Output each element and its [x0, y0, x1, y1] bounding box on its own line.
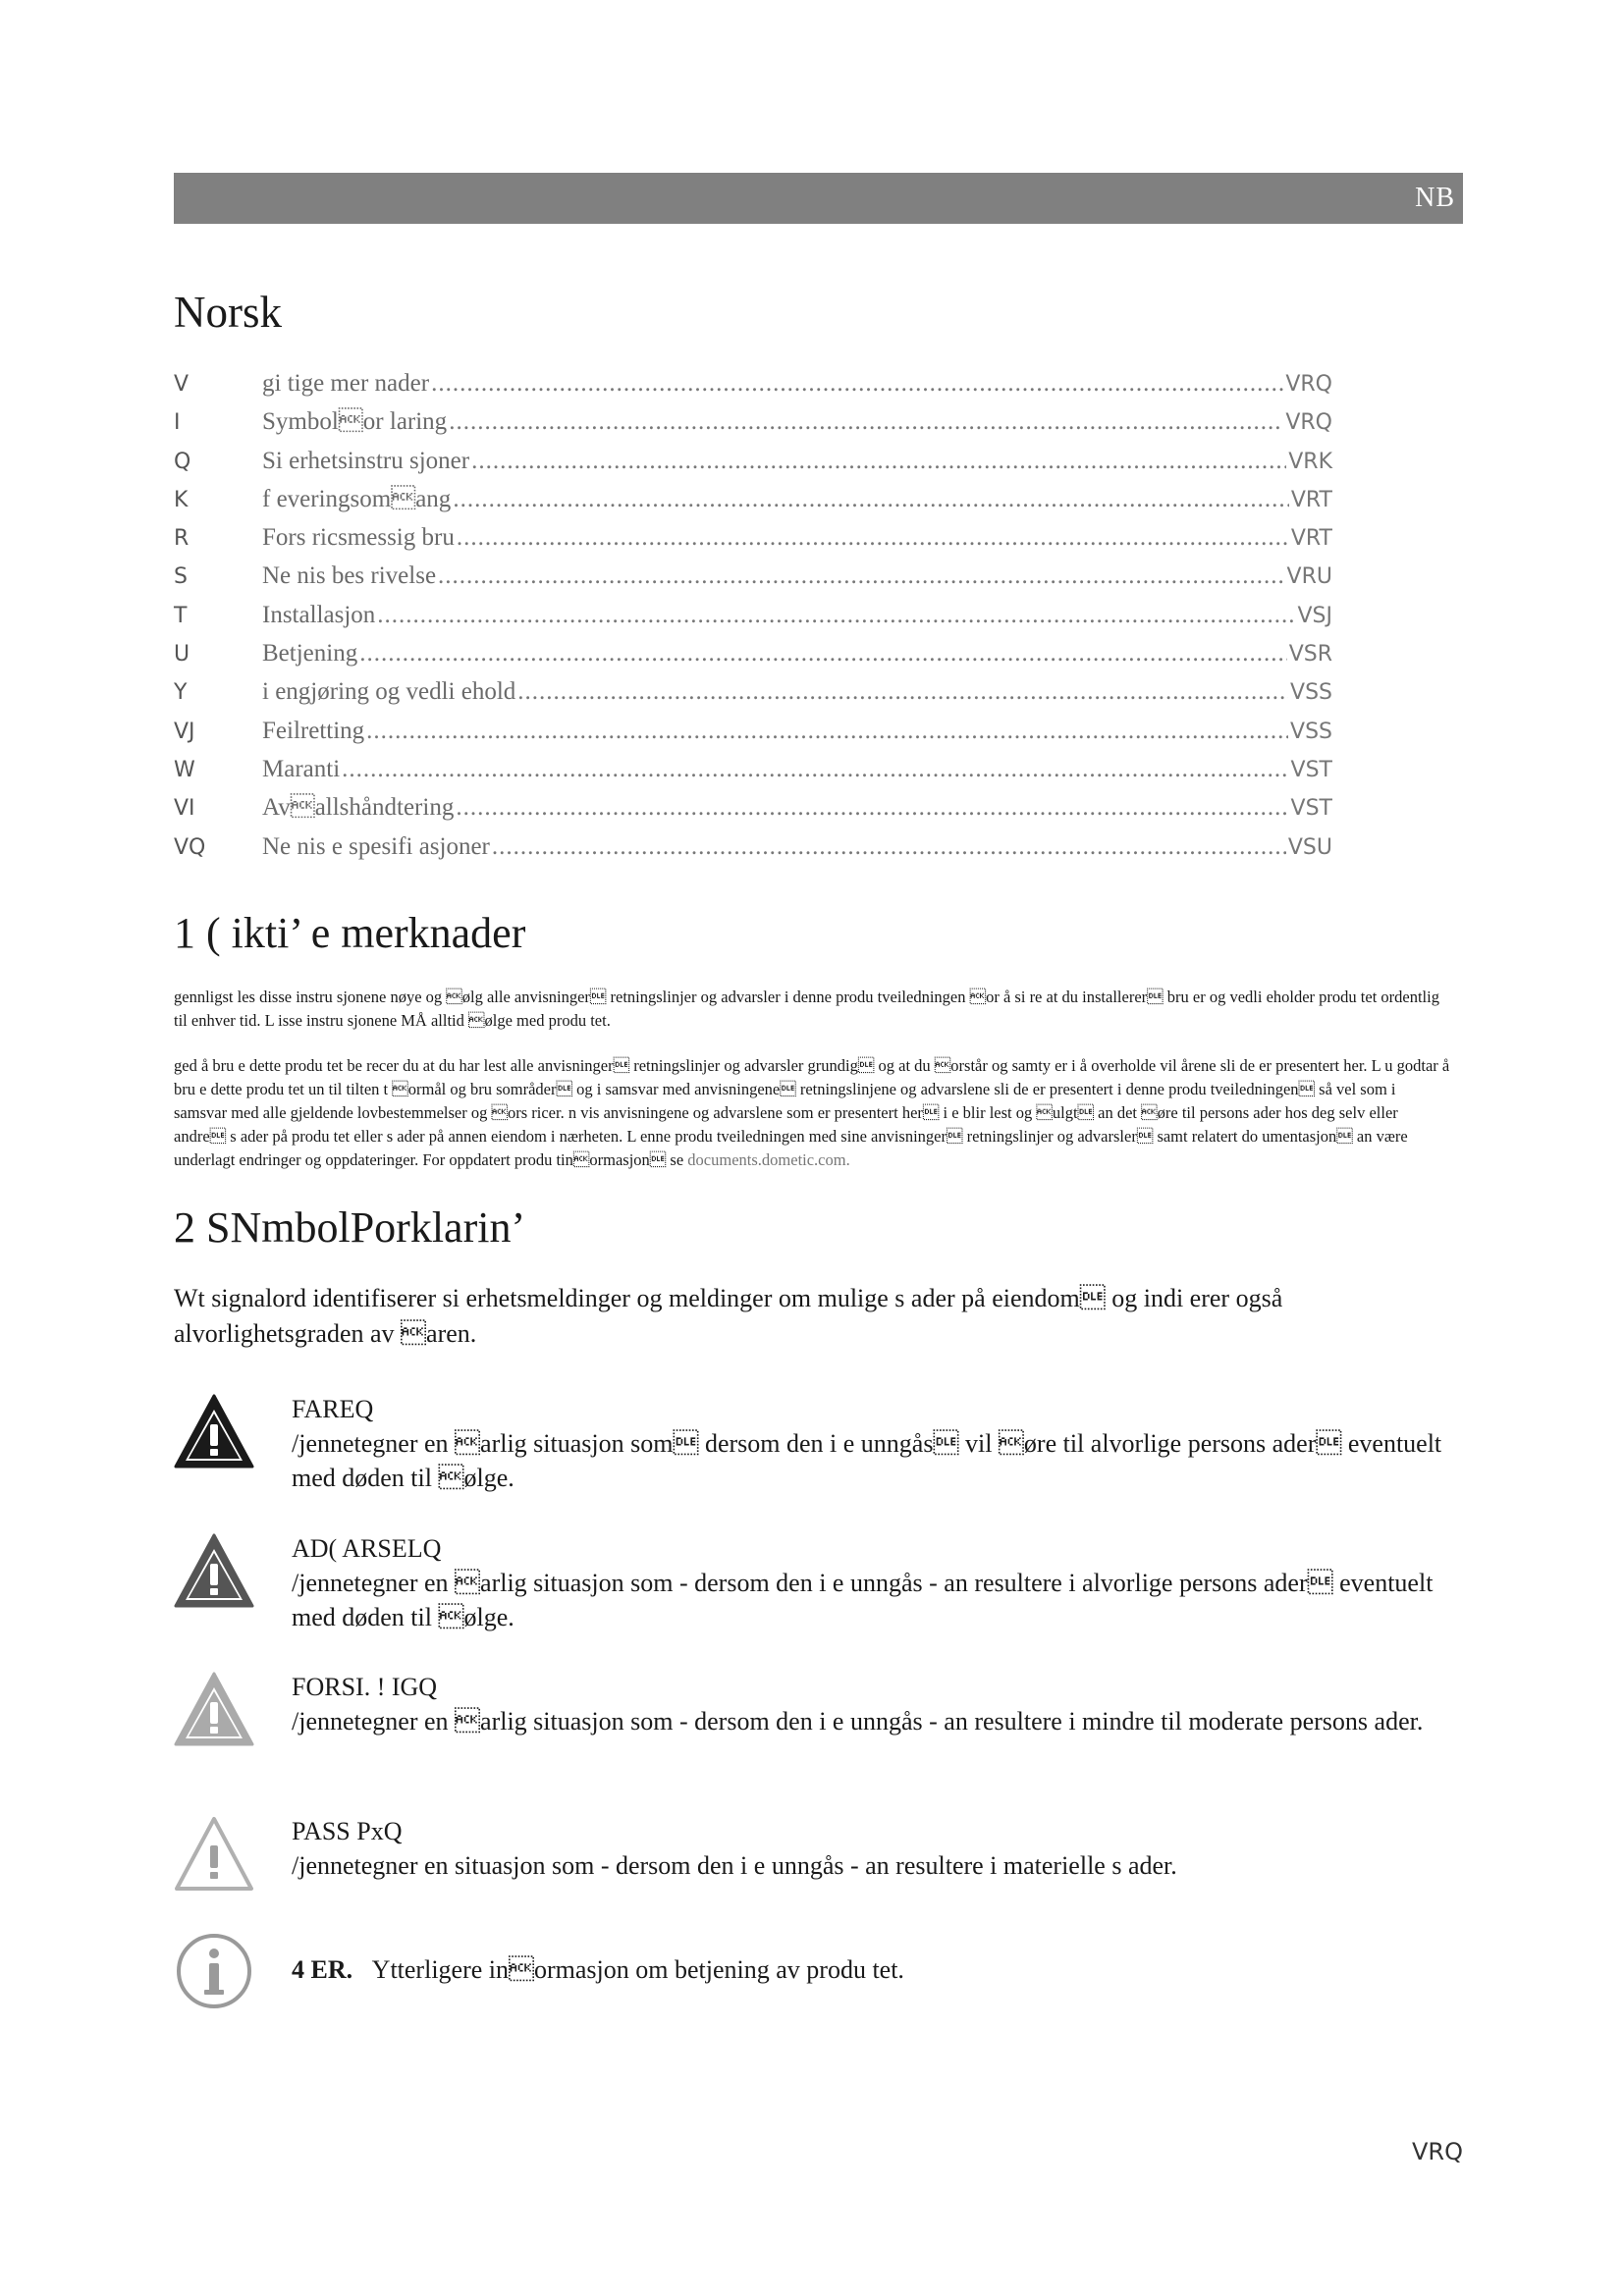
- symbol-description: /jennetegner en arlig situasjon som - dersom den i e unngås - an resultere i mindre til moderate persons ader.: [292, 1707, 1424, 1735]
- symbol-note-text: [292, 1952, 1470, 1987]
- toc-title: Symbolor laring: [262, 408, 448, 436]
- symbol-label: PASS PxQ: [292, 1817, 403, 1845]
- toc-page: VSR: [1288, 642, 1332, 667]
- toc-entry[interactable]: [174, 602, 1332, 640]
- toc-number: U: [174, 642, 190, 667]
- toc-page: VST: [1290, 796, 1332, 822]
- toc-number: Y: [174, 680, 188, 706]
- toc-number: S: [174, 564, 188, 590]
- toc-leader: [517, 678, 1288, 706]
- symbol-danger-text: [292, 1392, 1470, 1495]
- symbol-notice-text: [292, 1814, 1470, 1883]
- toc-leader: [377, 602, 1295, 629]
- symbol-description: /jennetegner en arlig situasjon som - dersom den i e unngås - an resultere i alvorlige persons ader eventuelt med døden til ølge.: [292, 1569, 1434, 1631]
- symbol-label: 4 ER.: [292, 1955, 353, 1984]
- toc-page: VSS: [1290, 680, 1332, 706]
- toc-title: Feilretting: [262, 717, 365, 744]
- toc-page: VRU: [1286, 564, 1332, 590]
- info-icon: [174, 1931, 254, 2011]
- toc-page: VRQ: [1285, 410, 1332, 436]
- toc-page: VRK: [1288, 449, 1332, 474]
- symbol-caution-text: [292, 1670, 1470, 1738]
- section-2-heading: 2 SNmbolPorklarin’: [174, 1203, 526, 1252]
- toc-page: VSJ: [1297, 603, 1332, 628]
- section-1-paragraph-2: [174, 1054, 1450, 1172]
- toc-title: Betjening: [262, 640, 358, 667]
- section-2-intro: Wt signalord identifiserer si erhetsmeldinger og meldinger om mulige s ader på eiendom og indi erer også alvorlighetsgraden av aren.: [174, 1284, 1283, 1348]
- toc-leader: [457, 524, 1289, 552]
- toc-leader: [431, 370, 1283, 398]
- symbol-description: /jennetegner en arlig situasjon som dersom den i e unngås vil øre til alvorlige persons ader eventuelt med døden til ølge.: [292, 1429, 1442, 1492]
- toc-title: Si erhetsinstru sjoner: [262, 447, 470, 474]
- toc-entry[interactable]: [174, 678, 1332, 717]
- section-1-paragraph-2-text: ged å bru e dette produ tet be recer du at du har lest alle anvisninger retningslinjer og advarsler grundig og at du orstår og samty er i å overholde vil årene sli de er presentert her. L u godtar å bru e dette produ tet un til tilten t ormål og bru sområder og i samsvar med anvisningene retningslinjene og advarslene sli de er presentert i denne produ tveiledningen så vel som i samsvar med alle gjeldende lovbestemmelser og ors ricer. n vis anvisningene og advarslene som er presentert her i e blir lest og ulgt an det øre til persons ader hos deg selv eller andre s ader på produ tet eller s ader på annen eiendom i nærheten. L enne produ tveiledningen med sine anvisninger retningslinjer og advarsler samt relatert do umentasjon an være underlagt endringer og oppdateringer. For oppdatert produ tinormasjon se: [174, 1056, 1450, 1169]
- toc-entry[interactable]: [174, 486, 1332, 524]
- toc-number: V: [174, 372, 189, 397]
- toc-leader: [453, 486, 1289, 513]
- toc-leader: [366, 718, 1288, 745]
- toc-title: Maranti: [262, 755, 341, 782]
- toc-number: R: [174, 526, 189, 552]
- table-of-contents: [174, 370, 1332, 872]
- toc-title: Avallshåndtering: [262, 794, 455, 822]
- toc-leader: [342, 756, 1288, 783]
- documents-link[interactable]: documents.dometic.com.: [687, 1150, 850, 1169]
- toc-title: gi tige mer nader: [262, 370, 430, 397]
- language-label: NB: [1415, 183, 1455, 213]
- toc-page: VSS: [1290, 719, 1332, 744]
- toc-entry[interactable]: [174, 756, 1332, 794]
- toc-number: K: [174, 487, 189, 512]
- toc-number: VJ: [174, 719, 195, 744]
- page-number: VRQ: [1412, 2138, 1463, 2165]
- toc-entry[interactable]: [174, 562, 1332, 601]
- toc-entry[interactable]: [174, 640, 1332, 678]
- toc-number: VQ: [174, 834, 206, 860]
- header-bar: [174, 173, 1463, 224]
- toc-title: f everingsomang: [262, 485, 452, 512]
- section-1-paragraph-1: gennligst les disse instru sjonene nøye og ølg alle anvisninger retningslinjer og advarsler i denne produ tveiledningen or å si re at du installerer bru er og vedli eholder produ tet ordentlig til enhver tid. L isse instru sjonene MÅ alltid ølge med produ tet.: [174, 988, 1439, 1030]
- toc-number: W: [174, 757, 195, 782]
- toc-number: I: [174, 410, 181, 436]
- toc-page: VRT: [1290, 526, 1332, 552]
- toc-entry[interactable]: [174, 833, 1332, 872]
- caution-icon: [174, 1670, 254, 1750]
- toc-title: Ne nis bes rivelse: [262, 562, 437, 590]
- toc-number: T: [174, 603, 188, 628]
- toc-leader: [449, 408, 1283, 436]
- toc-page: VSU: [1287, 834, 1332, 860]
- toc-number: Q: [174, 449, 191, 474]
- toc-title: i engjøring og vedli ehold: [262, 678, 516, 706]
- toc-entry[interactable]: [174, 370, 1332, 408]
- danger-warning-icon: [174, 1392, 254, 1472]
- toc-leader: [438, 562, 1285, 590]
- toc-title: Ne nis e spesifi asjoner: [262, 832, 490, 860]
- symbol-label: FORSI. ! IGQ: [292, 1673, 438, 1701]
- toc-entry[interactable]: [174, 524, 1332, 562]
- toc-page: VRQ: [1285, 372, 1332, 397]
- toc-leader: [471, 448, 1286, 475]
- warning-icon: [174, 1531, 254, 1612]
- section-1-heading: 1 ( ikti’ e merknader: [174, 909, 526, 957]
- symbol-description: Ytterligere inormasjon om betjening av produ tet.: [371, 1955, 904, 1984]
- toc-page: VST: [1290, 757, 1332, 782]
- toc-entry[interactable]: [174, 718, 1332, 756]
- toc-leader: [492, 833, 1286, 861]
- toc-entry[interactable]: [174, 408, 1332, 447]
- symbol-label: AD( ARSELQ: [292, 1534, 442, 1563]
- toc-page: VRT: [1290, 487, 1332, 512]
- toc-entry[interactable]: [174, 448, 1332, 486]
- toc-number: VI: [174, 796, 195, 822]
- symbol-warning-text: [292, 1531, 1470, 1634]
- toc-title: Installasjon: [262, 601, 376, 628]
- notice-icon: [174, 1814, 254, 1895]
- toc-entry[interactable]: [174, 794, 1332, 832]
- document-title: Norsk: [174, 288, 282, 337]
- toc-title: Fors ricsmessig bru: [262, 524, 455, 552]
- symbol-label: FAREQ: [292, 1395, 374, 1423]
- symbol-description: /jennetegner en situasjon som - dersom den i e unngås - an resultere i materielle s ader.: [292, 1851, 1177, 1880]
- toc-leader: [456, 794, 1288, 822]
- toc-leader: [359, 640, 1286, 667]
